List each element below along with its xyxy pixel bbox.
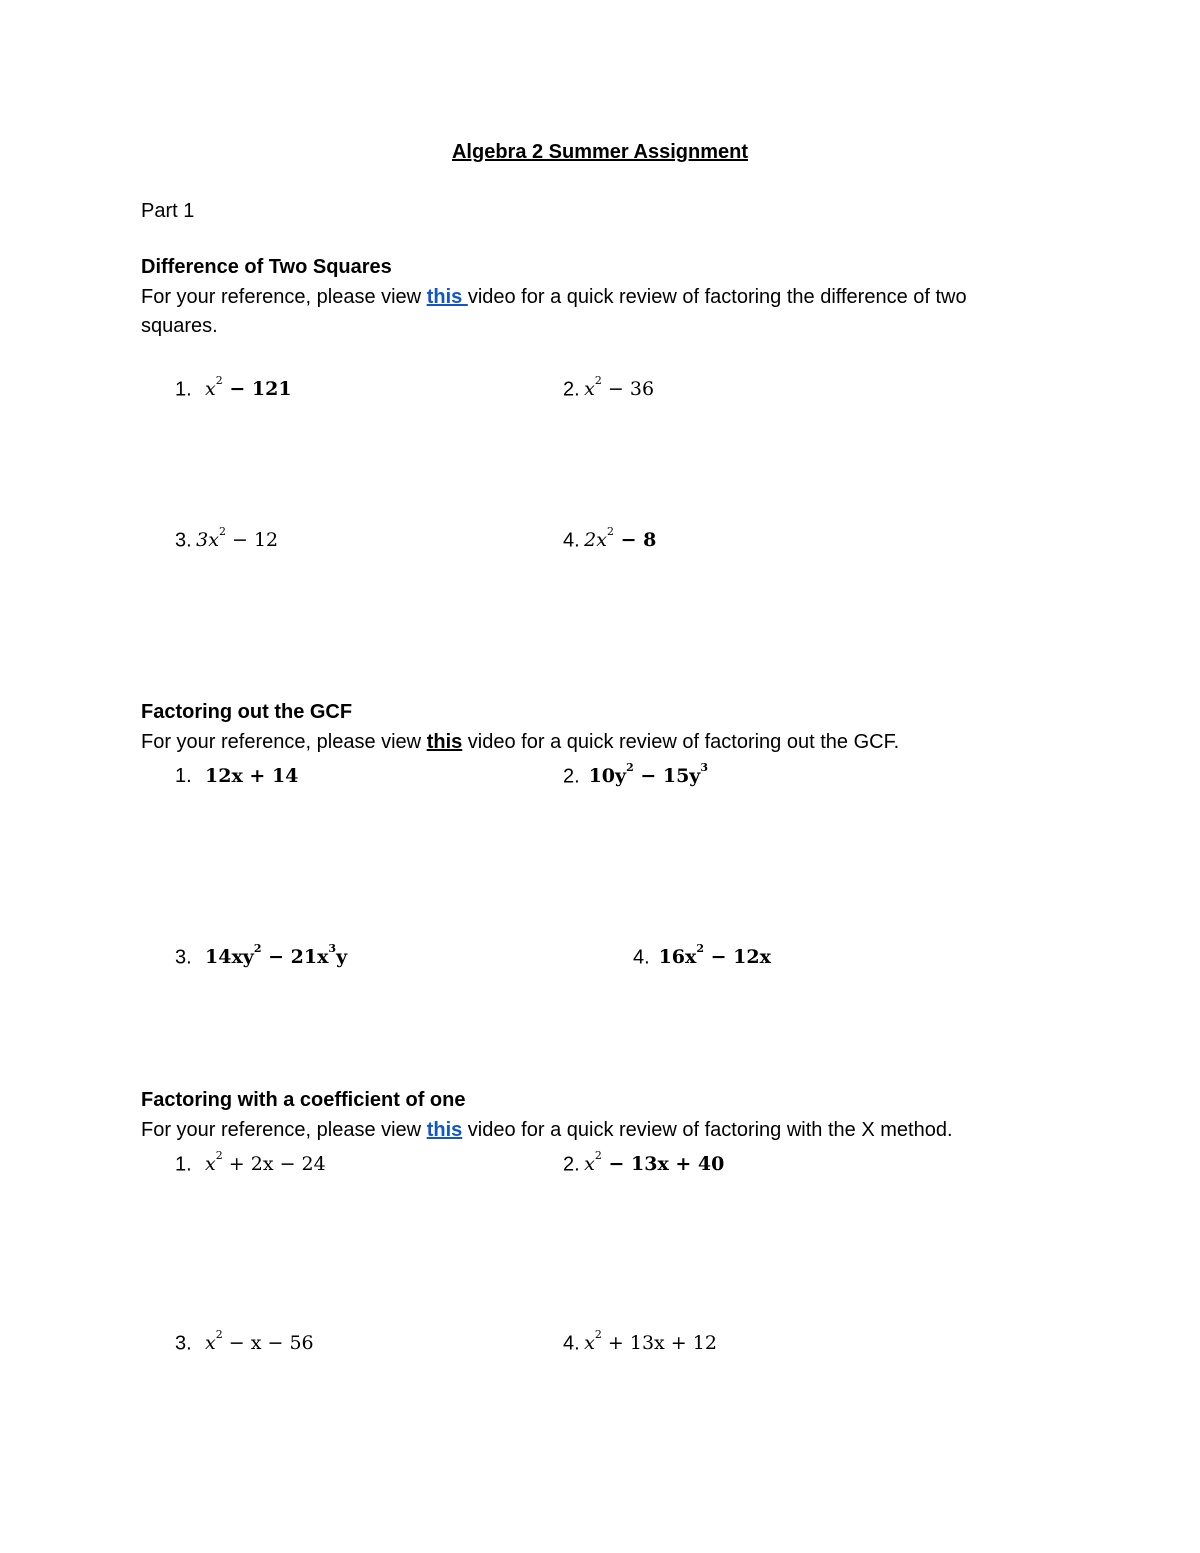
problem-item [175, 765, 298, 788]
video-link[interactable]: this [426, 286, 468, 308]
problem-number: 1. [175, 765, 192, 787]
problem-number: 4. [633, 946, 650, 969]
problem-number: 4. [563, 1332, 580, 1355]
section-heading-difference-of-squares: Difference of Two Squares [141, 256, 392, 278]
problem-number: 3. [175, 946, 192, 969]
problem-number: 2. [563, 765, 580, 788]
section-reference-text [141, 728, 899, 757]
problem-expression: $10y^2 - 15y^3$ [588, 761, 709, 788]
reference-suffix: video for a quick review of factoring the difference of two [467, 286, 967, 308]
problem-item [563, 374, 655, 401]
problem-expression: 12x + 14 [205, 765, 299, 787]
section-heading-gcf: Factoring out the GCF [141, 701, 353, 723]
reference-suffix: video for a quick review of factoring with the X method. [462, 1119, 953, 1141]
problem-item [175, 1149, 326, 1176]
problem-item [175, 374, 292, 401]
problem-expression: $2x^2 - 8$ [584, 525, 657, 552]
problem-number: 4. [563, 529, 580, 552]
problem-number: 2. [563, 1153, 580, 1176]
document-title: Algebra 2 Summer Assignment [451, 141, 748, 163]
problem-expression: $x^2 - 13x + 40$ [584, 1149, 725, 1176]
reference-prefix: For your reference, please view [141, 286, 427, 308]
video-link[interactable]: this [426, 1119, 463, 1141]
problem-item [563, 525, 657, 552]
reference-line2: squares. [141, 315, 218, 337]
problem-expression: $14xy^2 - 21x^3y$ [205, 942, 348, 969]
section-reference-text [141, 1116, 953, 1145]
problem-number: 3. [175, 1332, 192, 1355]
part-label: Part 1 [141, 200, 195, 222]
problem-number: 1. [175, 378, 192, 401]
problem-item [563, 761, 709, 788]
problem-expression: $x^2 - 121$ [205, 374, 292, 401]
problem-item [175, 525, 279, 552]
problem-expression: $x^2 + 2x - 24$ [205, 1149, 326, 1176]
reference-prefix: For your reference, please view [141, 1119, 427, 1141]
problem-item [175, 942, 348, 969]
section-reference-text [141, 283, 967, 341]
problem-number: 1. [175, 1153, 192, 1176]
reference-prefix: For your reference, please view [141, 731, 427, 753]
problem-item [175, 1328, 314, 1355]
problem-item [633, 942, 771, 969]
video-link[interactable]: this [426, 731, 463, 753]
problem-item [563, 1328, 717, 1355]
reference-suffix: video for a quick review of factoring out the GCF. [462, 731, 900, 753]
problem-expression: $x^2 - x - 56$ [205, 1328, 314, 1355]
section-heading-coefficient-one: Factoring with a coefficient of one [141, 1089, 466, 1111]
problem-expression: $x^2 - 36$ [584, 374, 655, 401]
problem-expression: $3x^2 - 12$ [196, 525, 279, 552]
problem-item [563, 1149, 725, 1176]
problem-number: 3. [175, 529, 192, 552]
problem-expression: $x^2 + 13x + 12$ [584, 1328, 717, 1355]
problem-expression: $16x^2 - 12x$ [658, 942, 771, 969]
problem-number: 2. [563, 378, 580, 401]
